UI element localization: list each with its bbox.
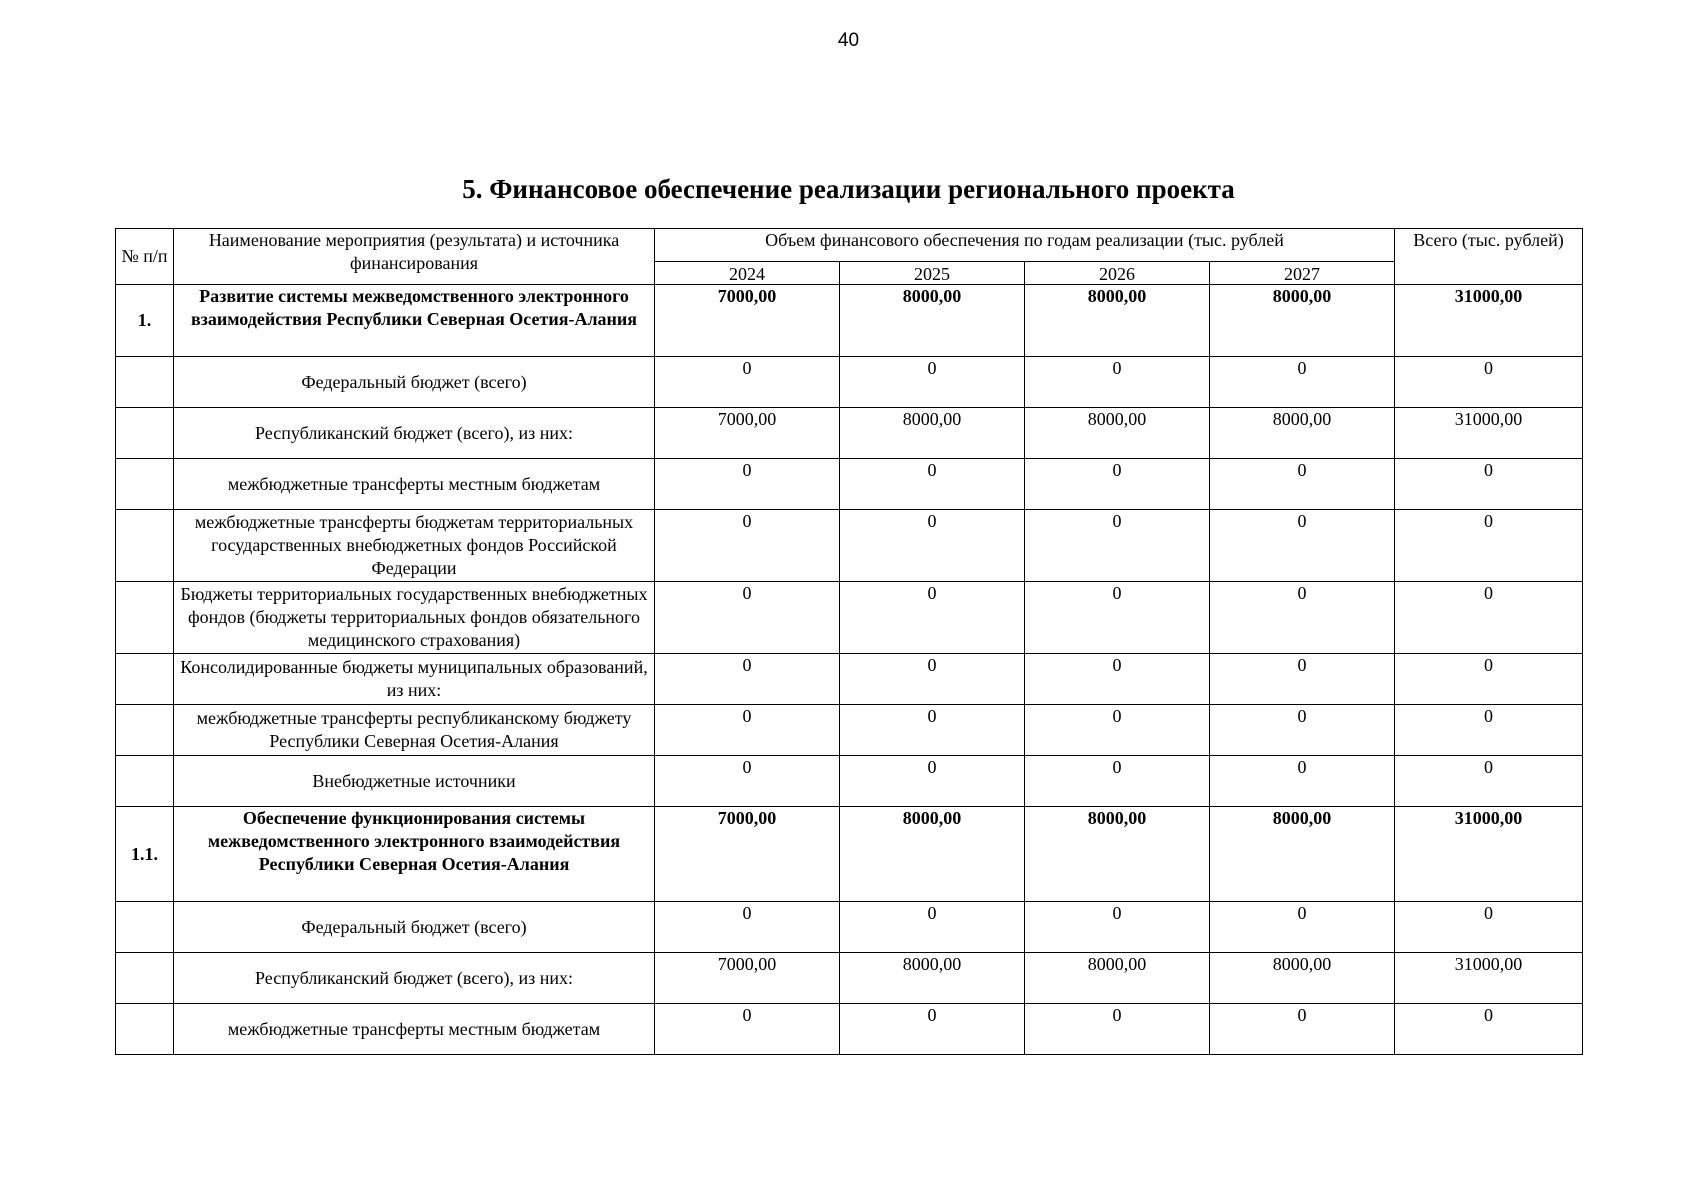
table-row bbox=[116, 705, 1583, 756]
table-row bbox=[116, 582, 1583, 654]
row-number bbox=[116, 953, 174, 1004]
row-name: Обеспечение функционирования системы межведомственного электронного взаимодействия Республики Северная Осетия-Алания bbox=[174, 807, 655, 902]
value-2025: 8000,00 bbox=[840, 285, 1025, 357]
row-number bbox=[116, 705, 174, 756]
value-2025: 0 bbox=[840, 654, 1025, 705]
value-2024: 7000,00 bbox=[655, 807, 840, 902]
value-2027: 8000,00 bbox=[1210, 285, 1395, 357]
header-year-2024: 2024 bbox=[655, 262, 840, 285]
table-row bbox=[116, 756, 1583, 807]
value-total: 0 bbox=[1395, 510, 1583, 582]
value-total: 0 bbox=[1395, 902, 1583, 953]
value-total: 31000,00 bbox=[1395, 408, 1583, 459]
table-body bbox=[116, 285, 1583, 1055]
value-2025: 8000,00 bbox=[840, 953, 1025, 1004]
row-number bbox=[116, 510, 174, 582]
table-row bbox=[116, 953, 1583, 1004]
value-2026: 8000,00 bbox=[1025, 807, 1210, 902]
row-name: Республиканский бюджет (всего), из них: bbox=[174, 408, 655, 459]
row-name: Федеральный бюджет (всего) bbox=[174, 902, 655, 953]
table-row bbox=[116, 285, 1583, 357]
header-name: Наименование мероприятия (результата) и источника финансирования bbox=[174, 229, 655, 285]
value-2025: 0 bbox=[840, 582, 1025, 654]
value-2026: 0 bbox=[1025, 357, 1210, 408]
row-number bbox=[116, 408, 174, 459]
row-number bbox=[116, 756, 174, 807]
value-2026: 0 bbox=[1025, 756, 1210, 807]
row-name: Развитие системы межведомственного электронного взаимодействия Республики Северная Осетия-Алания bbox=[174, 285, 655, 357]
value-2027: 0 bbox=[1210, 459, 1395, 510]
row-number: 1.1. bbox=[116, 807, 174, 902]
value-total: 0 bbox=[1395, 1004, 1583, 1055]
page-number: 40 bbox=[837, 30, 860, 51]
row-name: Внебюджетные источники bbox=[174, 756, 655, 807]
table-row bbox=[116, 807, 1583, 902]
row-name: межбюджетные трансферты бюджетам территориальных государственных внебюджетных фондов Российской Федерации bbox=[174, 510, 655, 582]
header-total: Всего (тыс. рублей) bbox=[1395, 229, 1583, 285]
value-2024: 0 bbox=[655, 756, 840, 807]
value-2024: 0 bbox=[655, 1004, 840, 1055]
value-2026: 0 bbox=[1025, 1004, 1210, 1055]
row-name: межбюджетные трансферты местным бюджетам bbox=[174, 459, 655, 510]
section-title: 5. Финансовое обеспечение реализации регионального проекта bbox=[462, 174, 1235, 204]
value-2027: 8000,00 bbox=[1210, 953, 1395, 1004]
value-2026: 0 bbox=[1025, 510, 1210, 582]
value-2024: 0 bbox=[655, 510, 840, 582]
row-name: межбюджетные трансферты республиканскому бюджету Республики Северная Осетия-Алания bbox=[174, 705, 655, 756]
value-2027: 0 bbox=[1210, 582, 1395, 654]
row-name: Бюджеты территориальных государственных внебюджетных фондов (бюджеты территориальных фондов обязательного медицинского страхования) bbox=[174, 582, 655, 654]
value-2024: 0 bbox=[655, 459, 840, 510]
value-2024: 0 bbox=[655, 654, 840, 705]
value-2026: 8000,00 bbox=[1025, 408, 1210, 459]
value-total: 31000,00 bbox=[1395, 285, 1583, 357]
header-year-2027: 2027 bbox=[1210, 262, 1395, 285]
table-row bbox=[116, 459, 1583, 510]
table-row bbox=[116, 902, 1583, 953]
value-2025: 8000,00 bbox=[840, 408, 1025, 459]
value-total: 0 bbox=[1395, 459, 1583, 510]
value-2025: 0 bbox=[840, 756, 1025, 807]
row-number bbox=[116, 357, 174, 408]
financing-table bbox=[115, 228, 1583, 1055]
row-number bbox=[116, 1004, 174, 1055]
value-total: 0 bbox=[1395, 756, 1583, 807]
value-2024: 0 bbox=[655, 705, 840, 756]
value-total: 0 bbox=[1395, 582, 1583, 654]
value-2025: 0 bbox=[840, 1004, 1025, 1055]
value-2024: 7000,00 bbox=[655, 285, 840, 357]
row-name: Республиканский бюджет (всего), из них: bbox=[174, 953, 655, 1004]
value-total: 31000,00 bbox=[1395, 953, 1583, 1004]
value-2026: 0 bbox=[1025, 654, 1210, 705]
value-2025: 0 bbox=[840, 510, 1025, 582]
header-num: № п/п bbox=[116, 229, 174, 285]
table-row bbox=[116, 408, 1583, 459]
value-2027: 0 bbox=[1210, 1004, 1395, 1055]
value-2027: 8000,00 bbox=[1210, 408, 1395, 459]
table-row bbox=[116, 1004, 1583, 1055]
value-2026: 0 bbox=[1025, 902, 1210, 953]
table-header bbox=[116, 229, 1583, 285]
value-2024: 7000,00 bbox=[655, 408, 840, 459]
value-2025: 0 bbox=[840, 902, 1025, 953]
row-name: межбюджетные трансферты местным бюджетам bbox=[174, 1004, 655, 1055]
table-row bbox=[116, 357, 1583, 408]
row-number bbox=[116, 902, 174, 953]
value-2027: 0 bbox=[1210, 756, 1395, 807]
row-number: 1. bbox=[116, 285, 174, 357]
value-total: 0 bbox=[1395, 654, 1583, 705]
value-2026: 0 bbox=[1025, 582, 1210, 654]
value-2027: 0 bbox=[1210, 510, 1395, 582]
value-2026: 8000,00 bbox=[1025, 953, 1210, 1004]
value-2024: 0 bbox=[655, 357, 840, 408]
value-2025: 0 bbox=[840, 705, 1025, 756]
row-number bbox=[116, 582, 174, 654]
value-total: 0 bbox=[1395, 357, 1583, 408]
header-year-2025: 2025 bbox=[840, 262, 1025, 285]
value-2025: 0 bbox=[840, 459, 1025, 510]
row-name: Консолидированные бюджеты муниципальных образований, из них: bbox=[174, 654, 655, 705]
value-2027: 8000,00 bbox=[1210, 807, 1395, 902]
value-2026: 0 bbox=[1025, 459, 1210, 510]
value-2026: 0 bbox=[1025, 705, 1210, 756]
value-total: 0 bbox=[1395, 705, 1583, 756]
row-number bbox=[116, 459, 174, 510]
value-2027: 0 bbox=[1210, 902, 1395, 953]
table-row bbox=[116, 654, 1583, 705]
value-2025: 0 bbox=[840, 357, 1025, 408]
value-2027: 0 bbox=[1210, 654, 1395, 705]
value-2024: 0 bbox=[655, 902, 840, 953]
value-2027: 0 bbox=[1210, 357, 1395, 408]
header-funding-by-year: Объем финансового обеспечения по годам реализации (тыс. рублей bbox=[655, 229, 1395, 262]
row-name: Федеральный бюджет (всего) bbox=[174, 357, 655, 408]
table-row bbox=[116, 510, 1583, 582]
value-2027: 0 bbox=[1210, 705, 1395, 756]
value-2025: 8000,00 bbox=[840, 807, 1025, 902]
value-total: 31000,00 bbox=[1395, 807, 1583, 902]
row-number bbox=[116, 654, 174, 705]
value-2024: 7000,00 bbox=[655, 953, 840, 1004]
header-year-2026: 2026 bbox=[1025, 262, 1210, 285]
value-2024: 0 bbox=[655, 582, 840, 654]
value-2026: 8000,00 bbox=[1025, 285, 1210, 357]
